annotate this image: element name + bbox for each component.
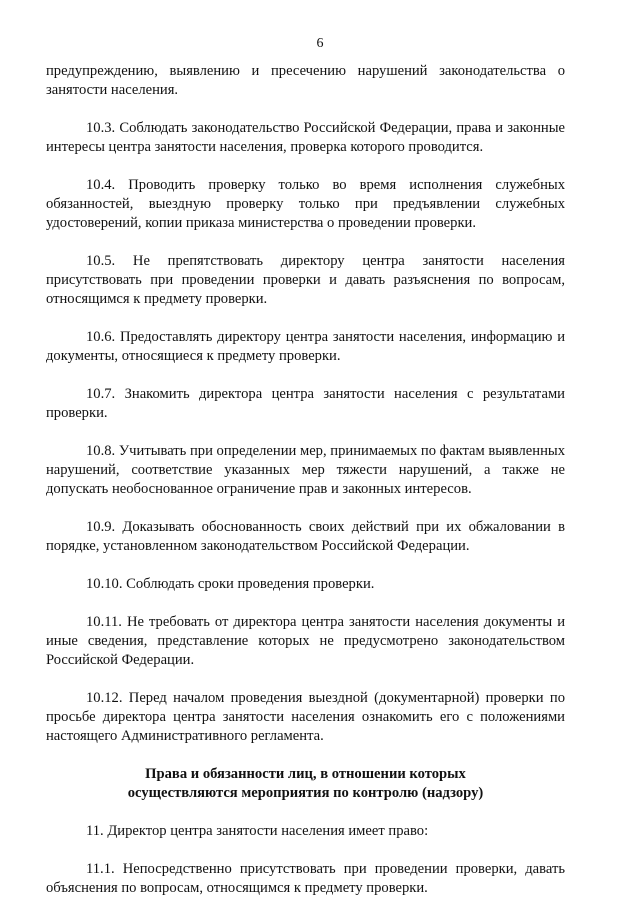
document-body	[46, 62, 565, 917]
paragraph-continuation: предупреждению, выявлению и пресечению нарушений законодательства о занятости населения.	[46, 63, 565, 98]
section-heading	[46, 765, 565, 803]
page-number: 6	[316, 36, 324, 51]
paragraph-10-3: 10.3. Соблюдать законодательство Российской Федерации, права и законные интересы центра занятости населения, проверка которого проводится.	[46, 120, 565, 155]
paragraph-11-1: 11.1. Непосредственно присутствовать при проведении проверки, давать объяснения по вопросам, относящимся к предмету проверки.	[46, 861, 565, 896]
paragraph-10-7: 10.7. Знакомить директора центра занятости населения с результатами проверки.	[46, 386, 565, 421]
paragraph-10-10: 10.10. Соблюдать сроки проведения проверки.	[86, 576, 375, 592]
paragraph-10-12: 10.12. Перед началом проведения выездной (документарной) проверки по просьбе директора центра занятости населения ознакомить его с положениями настоящего Административного регламента.	[46, 690, 565, 744]
section-heading-line-2: осуществляются мероприятия по контролю (надзору)	[127, 785, 484, 801]
paragraph-11: 11. Директор центра занятости населения имеет право:	[86, 823, 429, 839]
paragraph-10-4: 10.4. Проводить проверку только во время исполнения служебных обязанностей, выездную проверку только при предъявлении служебных удостоверений, копии приказа министерства о проведении проверки.	[46, 177, 565, 231]
section-heading-line-1: Права и обязанности лиц, в отношении которых	[145, 766, 466, 782]
paragraph-10-11: 10.11. Не требовать от директора центра занятости населения документы и иные сведения, представление которых не предусмотрено законодательством Российской Федерации.	[46, 614, 565, 668]
paragraph-10-9: 10.9. Доказывать обоснованность своих действий при их обжаловании в порядке, установленном законодательством Российской Федерации.	[46, 519, 565, 554]
paragraph-10-6: 10.6. Предоставлять директору центра занятости населения, информацию и документы, относящиеся к предмету проверки.	[46, 329, 565, 364]
paragraph-10-8: 10.8. Учитывать при определении мер, принимаемых по фактам выявленных нарушений, соответствие указанных мер тяжести нарушений, а также не допускать необоснованное ограничение прав и законных интересов.	[46, 443, 565, 497]
paragraph-10-5: 10.5. Не препятствовать директору центра занятости населения присутствовать при проведении проверки и давать разъяснения по вопросам, относящимся к предмету проверки.	[46, 253, 565, 307]
